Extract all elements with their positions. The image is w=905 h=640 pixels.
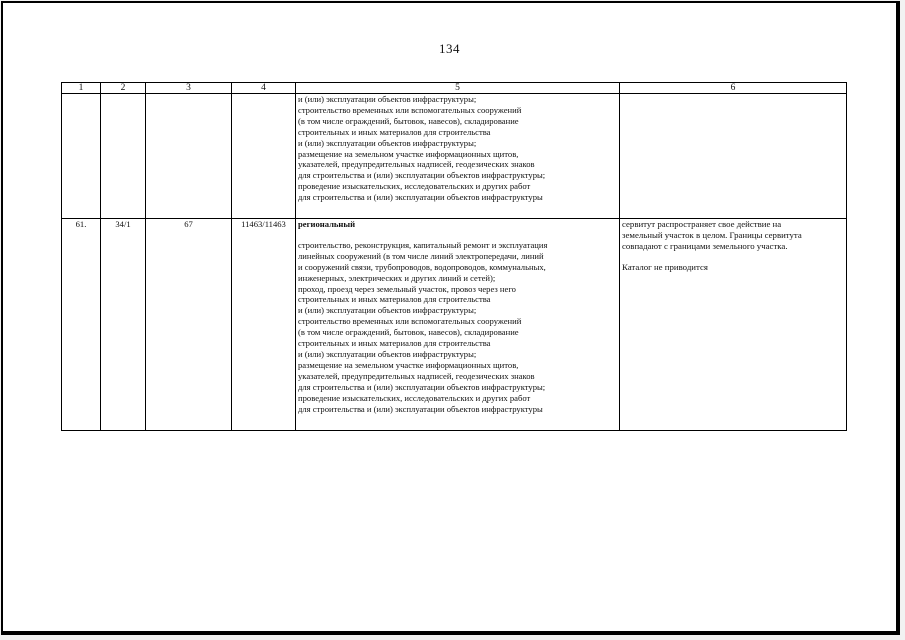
servitude-notes-cell xyxy=(620,219,847,431)
text-line: и сооружений связи, трубопроводов, водопроводов, коммунальных, xyxy=(298,261,546,272)
text-line: размещение на земельном участке информационных щитов, xyxy=(298,148,519,159)
text-line: и (или) эксплуатации объектов инфраструктуры; xyxy=(298,305,477,316)
text-line: строительство временных или вспомогательных сооружений xyxy=(298,104,522,115)
text-line: строительных и иных материалов для строительства xyxy=(298,126,491,137)
table-cell xyxy=(101,94,146,219)
text-line: (в том числе ограждений, бытовок, навесов), складирование xyxy=(298,115,519,126)
text-line: инженерных, электрических и других линий и сетей); xyxy=(298,272,496,283)
area-value: 11463/11463 xyxy=(232,219,296,431)
text-line: (в том числе ограждений, бытовок, навесов), складирование xyxy=(298,327,519,338)
purpose-cell xyxy=(296,94,620,219)
table-cell xyxy=(232,94,296,219)
text-line: для строительства и (или) эксплуатации объектов инфраструктуры; xyxy=(298,381,546,392)
servitude-table xyxy=(61,82,847,431)
text-line: совпадают с границами земельного участка. xyxy=(622,241,788,251)
text-line: размещение на земельном участке информационных щитов, xyxy=(298,359,519,370)
catalog-note: Каталог не приводится xyxy=(622,262,708,272)
text-line: и (или) эксплуатации объектов инфраструктуры; xyxy=(298,348,477,359)
text-line: для строительства и (или) эксплуатации объектов инфраструктуры; xyxy=(298,170,546,181)
significance-heading: региональный xyxy=(298,219,356,229)
page-number: 134 xyxy=(439,41,460,56)
header-cell: 6 xyxy=(620,83,847,94)
table-cell xyxy=(146,94,232,219)
document-page xyxy=(1,1,900,635)
purpose-cell xyxy=(296,219,620,431)
text-line: земельный участок в целом. Границы сервитута xyxy=(622,230,802,240)
table-cell xyxy=(62,94,101,219)
table-cell xyxy=(620,94,847,219)
text-line: сервитут распространяет свое действие на xyxy=(622,219,782,229)
cadastral-block: 34/1 xyxy=(101,219,146,431)
text-line: для строительства и (или) эксплуатации объектов инфраструктуры xyxy=(298,403,543,414)
text-line: указателей, предупредительных надписей, геодезических знаков xyxy=(298,370,535,381)
text-line: строительство, реконструкция, капитальный ремонт и эксплуатация xyxy=(298,239,548,250)
parcel-number: 67 xyxy=(146,219,232,431)
text-line: указателей, предупредительных надписей, геодезических знаков xyxy=(298,159,535,170)
text-line: строительных и иных материалов для строительства xyxy=(298,338,491,349)
spacer xyxy=(622,252,844,262)
text-line: строительство временных или вспомогательных сооружений xyxy=(298,316,522,327)
header-row xyxy=(62,83,847,94)
spacer xyxy=(298,230,617,240)
text-line: строительных и иных материалов для строительства xyxy=(298,294,491,305)
text-line: проход, проезд через земельный участок, провоз через него xyxy=(298,283,516,294)
text-line: проведение изыскательских, исследовательских и других работ xyxy=(298,392,531,403)
text-line: и (или) эксплуатации объектов инфраструктуры; xyxy=(298,137,477,148)
header-cell: 2 xyxy=(101,83,146,94)
header-cell: 4 xyxy=(232,83,296,94)
table-row xyxy=(62,219,847,431)
text-line: проведение изыскательских, исследовательских и других работ xyxy=(298,181,531,192)
table-row xyxy=(62,94,847,219)
header-cell: 3 xyxy=(146,83,232,94)
header-cell: 5 xyxy=(296,83,620,94)
row-number: 61. xyxy=(62,219,101,431)
header-cell: 1 xyxy=(62,83,101,94)
text-line: линейных сооружений (в том числе линий электропередачи, линий xyxy=(298,250,544,261)
text-line: и (или) эксплуатации объектов инфраструктуры; xyxy=(298,94,477,104)
text-line: для строительства и (или) эксплуатации объектов инфраструктуры xyxy=(298,192,543,203)
